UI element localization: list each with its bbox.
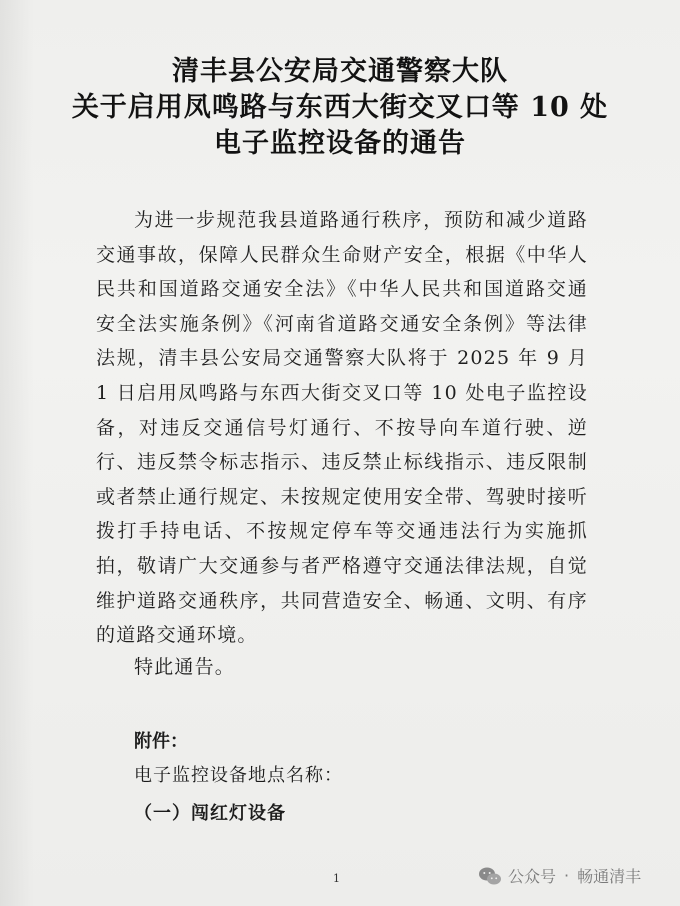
title-line-3: 电子监控设备的通告 <box>214 128 466 159</box>
watermark <box>478 864 641 887</box>
attachment-label: 附件： <box>134 731 188 752</box>
attachment-title: 电子监控设备地点名称： <box>134 765 343 786</box>
watermark-separator: · <box>564 866 570 885</box>
title-line-2: 关于启用凤鸣路与东西大街交叉口等 10 处 <box>71 92 609 123</box>
watermark-account-label: 公众号 <box>508 867 557 886</box>
closing-text: 特此通告。 <box>134 656 236 678</box>
page-shadow <box>0 0 34 906</box>
wechat-icon <box>478 866 502 886</box>
title-line-1: 清丰县公安局交通警察大队 <box>172 56 508 87</box>
page-number: 1 <box>333 872 340 885</box>
section-heading: （一）闯红灯设备 <box>134 803 286 824</box>
watermark-account-name: 畅通清丰 <box>577 867 642 886</box>
notice-body: 为进一步规范我县道路通行秩序，预防和减少道路交通事故，保障人民群众生命财产安全，根据《中华人民共和国道路交通安全法》《中华人民共和国道路交通安全法实施条例》《河南省道路交通安全条例》等法律法规，清丰县公安局交通警察大队将于 2025 年 9 月 1 日启用凤鸣路与东西大街交叉口等 10 处电子监控设备，对违反交通信号灯通行、不按导向车道行驶、逆行、违反禁令标志指示、违反禁止标线指示、违反限制或者禁止通行规定、未按规定使用安全带、驾驶时接听拨打手持电话、不按规定停车等交通违法行为实施抓拍，敬请广大交通参与者严格遵守交通法律法规，自觉维护道路交通秩序，共同营造安全、畅通、文明、有序的道路交通环境。 <box>96 209 588 647</box>
